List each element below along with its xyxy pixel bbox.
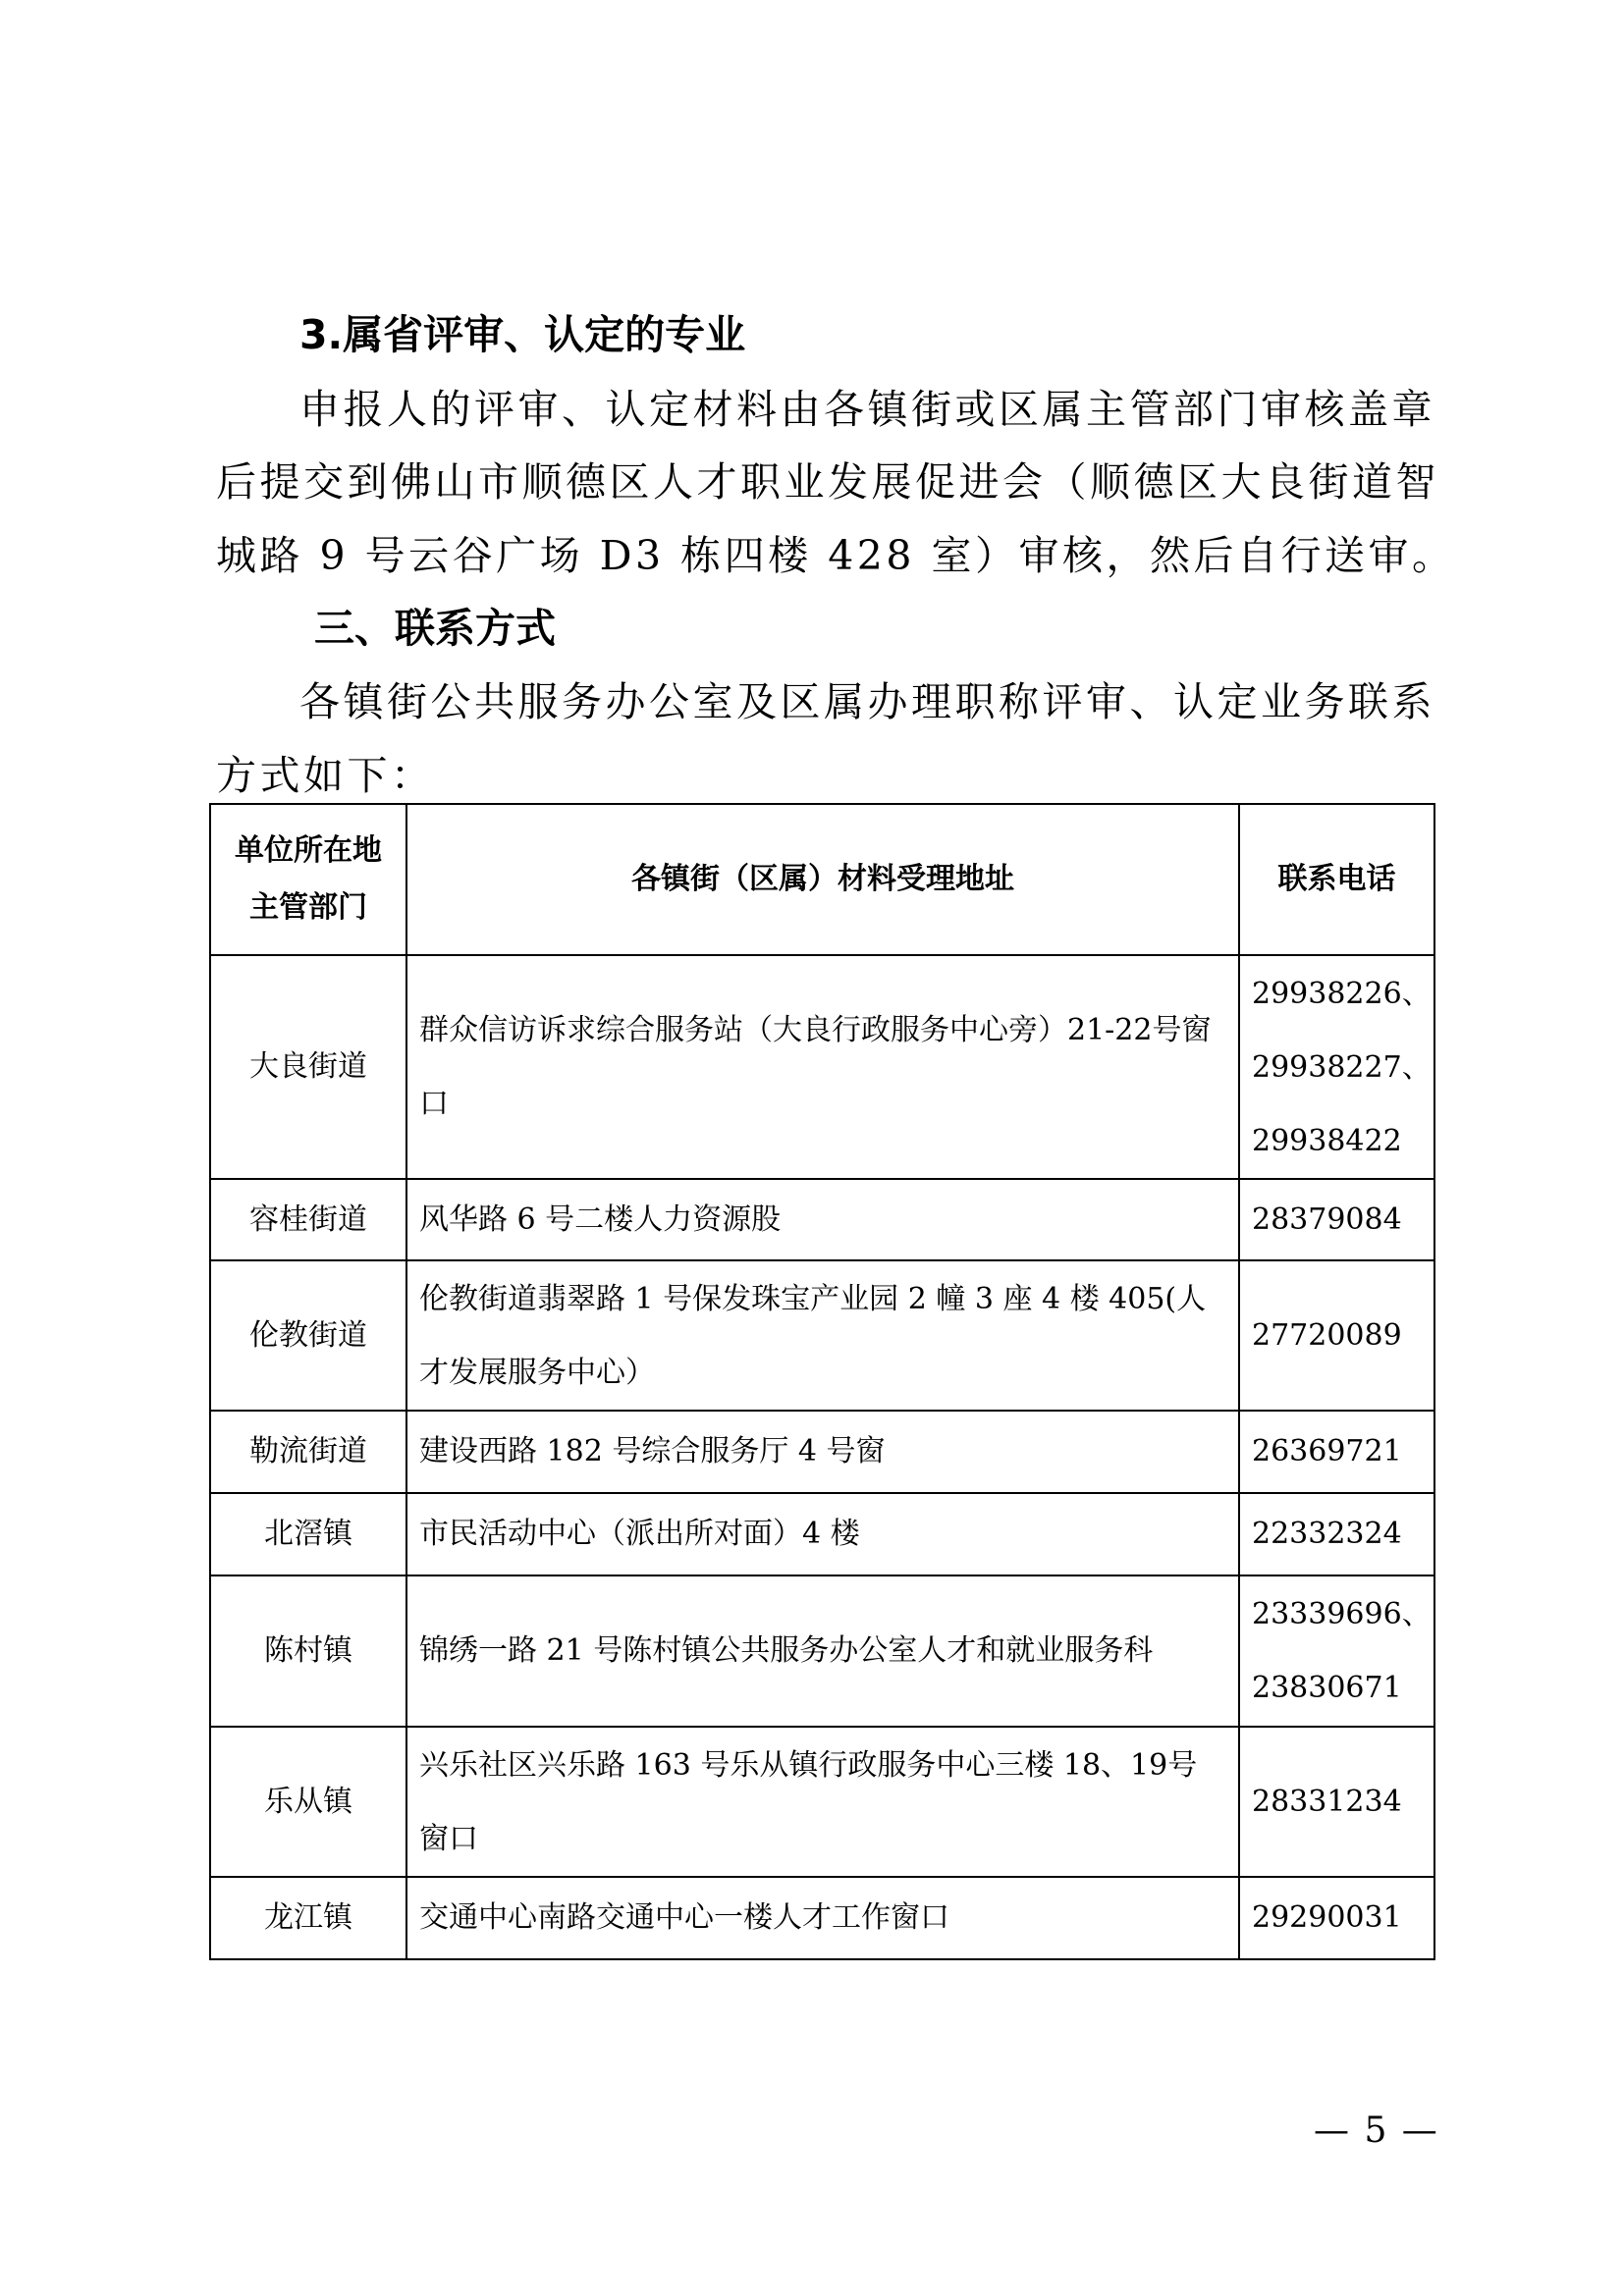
cell-address: 交通中心南路交通中心一楼人才工作窗口	[406, 1877, 1239, 1959]
contact-table	[209, 803, 1435, 1960]
phone-number: 29938227、	[1252, 1049, 1432, 1085]
cell-address: 锦绣一路 21 号陈村镇公共服务办公室人才和就业服务科	[406, 1575, 1239, 1727]
paragraph-line: 方式如下：	[216, 752, 435, 799]
phone-number: 29290031	[1252, 1900, 1402, 1935]
table-row	[210, 955, 1434, 1179]
phone-number: 26369721	[1252, 1434, 1402, 1468]
page-number: — 5 —	[1314, 2110, 1439, 2151]
paragraph-line: 各镇街公共服务办公室及区属办理职称评审、认定业务联系	[299, 678, 1435, 725]
header-unit-line: 主管部门	[249, 890, 367, 925]
section-3-heading: 3.属省评审、认定的专业	[299, 311, 746, 358]
header-phone: 联系电话	[1239, 804, 1434, 955]
cell-unit: 乐从镇	[210, 1727, 406, 1877]
cell-address: 群众信访诉求综合服务站（大良行政服务中心旁）21-22号窗口	[406, 955, 1239, 1179]
cell-address: 风华路 6 号二楼人力资源股	[406, 1179, 1239, 1260]
header-unit-line: 单位所在地	[235, 833, 382, 868]
phone-number: 27720089	[1252, 1317, 1402, 1353]
paragraph-line: 申报人的评审、认定材料由各镇街或区属主管部门审核盖章	[299, 386, 1435, 433]
cell-phone	[1239, 1411, 1434, 1493]
cell-address: 伦教街道翡翠路 1 号保发珠宝产业园 2 幢 3 座 4 楼 405(人才发展服务中心）	[406, 1260, 1239, 1411]
paragraph-line: 城路 9 号云谷广场 D3 栋四楼 428 室）审核，然后自行送审。	[216, 532, 1456, 579]
phone-number: 23830671	[1252, 1671, 1402, 1705]
cell-address: 市民活动中心（派出所对面）4 楼	[406, 1493, 1239, 1575]
cell-unit: 北滘镇	[210, 1493, 406, 1575]
phone-number: 29938226、	[1252, 976, 1432, 1011]
phone-number: 23339696、	[1252, 1597, 1432, 1631]
cell-phone	[1239, 1179, 1434, 1260]
table-row	[210, 1877, 1434, 1959]
table-row	[210, 1260, 1434, 1411]
cell-phone	[1239, 1260, 1434, 1411]
cell-unit: 勒流街道	[210, 1411, 406, 1493]
table-header-row	[210, 804, 1434, 955]
phone-number: 29938422	[1252, 1123, 1402, 1158]
part-3-heading: 三、联系方式	[314, 605, 556, 652]
cell-unit: 大良街道	[210, 955, 406, 1179]
cell-unit: 容桂街道	[210, 1179, 406, 1260]
table-row	[210, 1411, 1434, 1493]
table-row	[210, 1575, 1434, 1727]
cell-unit: 伦教街道	[210, 1260, 406, 1411]
phone-number: 22332324	[1252, 1517, 1402, 1551]
cell-unit: 陈村镇	[210, 1575, 406, 1727]
cell-address: 兴乐社区兴乐路 163 号乐从镇行政服务中心三楼 18、19号窗口	[406, 1727, 1239, 1877]
phone-number: 28379084	[1252, 1201, 1402, 1237]
cell-phone	[1239, 1727, 1434, 1877]
cell-unit: 龙江镇	[210, 1877, 406, 1959]
cell-phone	[1239, 1575, 1434, 1727]
header-unit	[210, 804, 406, 955]
header-address: 各镇街（区属）材料受理地址	[406, 804, 1239, 955]
paragraph-line: 后提交到佛山市顺德区人才职业发展促进会（顺德区大良街道智	[216, 458, 1439, 506]
table-row	[210, 1493, 1434, 1575]
table-row	[210, 1179, 1434, 1260]
cell-address: 建设西路 182 号综合服务厅 4 号窗	[406, 1411, 1239, 1493]
cell-phone	[1239, 955, 1434, 1179]
cell-phone	[1239, 1493, 1434, 1575]
cell-phone	[1239, 1877, 1434, 1959]
table-row	[210, 1727, 1434, 1877]
phone-number: 28331234	[1252, 1784, 1402, 1819]
